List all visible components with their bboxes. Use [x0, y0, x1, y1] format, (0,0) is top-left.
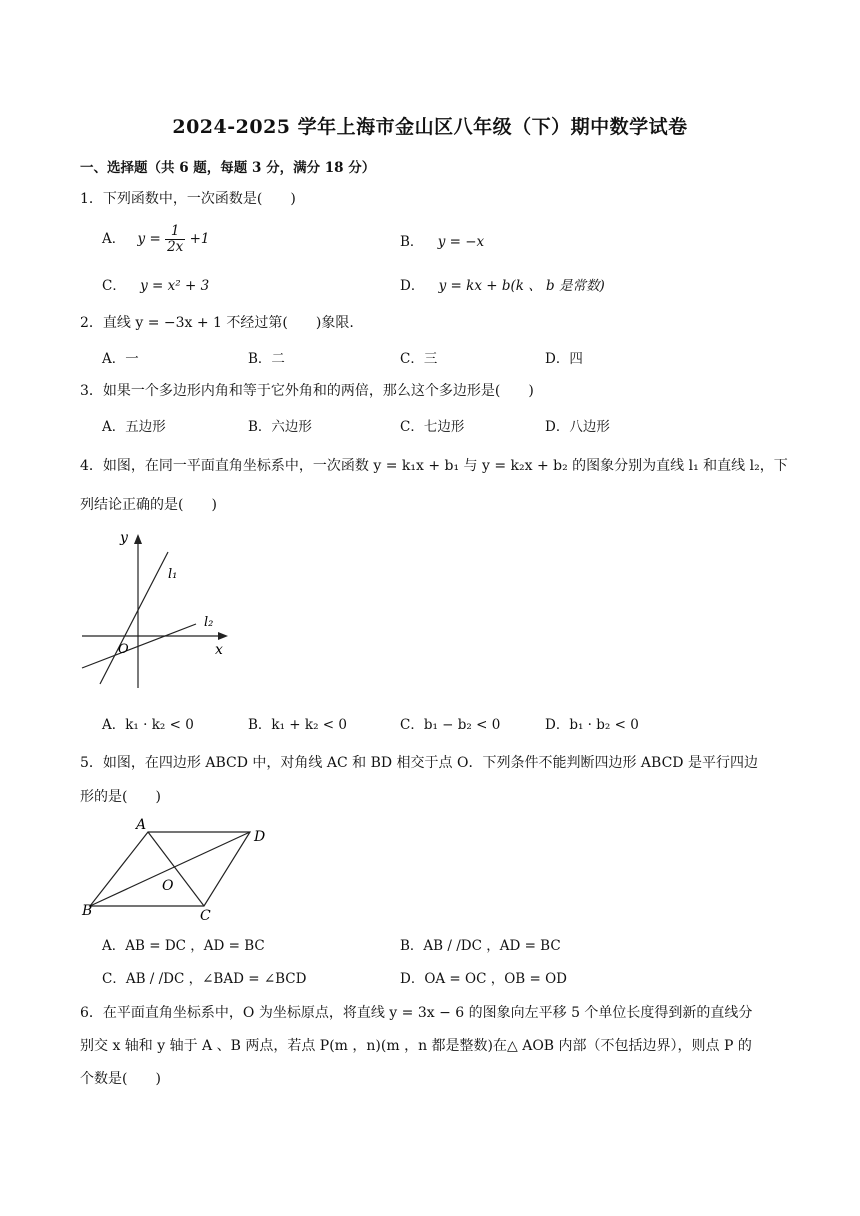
question-6-line-3: 个数是( ) — [80, 1071, 161, 1087]
question-5-figure — [78, 814, 278, 920]
option-label: A． — [102, 231, 126, 247]
question-4-stem-line-1: 4．如图，在同一平面直角坐标系中，一次函数 y = k₁x + b₁ 与 y = k₂x + b₂ 的图象分别为直线 l₁ 和直线 l₂，下 — [80, 458, 788, 474]
vertex-b-label: B — [82, 903, 93, 919]
question-4-option-d: D．b₁ · b₂ < 0 — [545, 717, 639, 733]
line-l2 — [82, 624, 196, 668]
question-3-option-d: D．八边形 — [545, 419, 610, 435]
fraction-denominator: 2x — [167, 239, 184, 255]
question-5-option-d: D．OA = OC ，OB = OD — [400, 971, 567, 987]
option-formula: y = kx + b(k 、 b 是常数) — [438, 278, 605, 294]
option-formula: y = x² + 3 — [140, 278, 210, 294]
formula-suffix: +1 — [189, 231, 210, 247]
question-3-option-b: B．六边形 — [248, 419, 312, 435]
question-1-option-c — [102, 274, 209, 294]
question-6-line-1: 6．在平面直角坐标系中，O 为坐标原点，将直线 y = 3x − 6 的图象向左平移 5 个单位长度得到新的直线分 — [80, 1005, 753, 1021]
y-axis-arrow — [134, 534, 142, 544]
point-o-label: O — [162, 878, 174, 894]
option-label: D． — [400, 278, 425, 294]
section-heading: 一、选择题（共 6 题，每题 3 分，满分 18 分） — [80, 160, 376, 176]
fraction-numerator: 1 — [165, 224, 185, 240]
question-1-option-a — [102, 224, 209, 255]
question-4-option-c: C．b₁ − b₂ < 0 — [400, 717, 501, 733]
l2-label: l₂ — [204, 615, 214, 630]
question-5-stem-line-1: 5．如图，在四边形 ABCD 中，对角线 AC 和 BD 相交于点 O．下列条件不能判断四边形 ABCD 是平行四边 — [80, 755, 758, 771]
x-axis-label: x — [215, 642, 223, 658]
vertex-c-label: C — [200, 908, 211, 920]
option-formula: y = −x — [437, 234, 485, 250]
option-label: B． — [400, 234, 424, 250]
question-2-option-a: A．一 — [102, 351, 139, 367]
question-5-option-b: B．AB / /DC ，AD = BC — [400, 938, 561, 954]
fraction — [165, 224, 185, 255]
question-3-option-c: C．七边形 — [400, 419, 465, 435]
question-4-option-b: B．k₁ + k₂ < 0 — [248, 717, 347, 733]
question-2-option-b: B．二 — [248, 351, 285, 367]
origin-label: O — [118, 642, 129, 657]
diagonal-ac — [148, 832, 204, 906]
question-2-option-c: C．三 — [400, 351, 438, 367]
question-6-line-2: 别交 x 轴和 y 轴于 A 、B 两点，若点 P(m ，n)(m ，n 都是整数)在△ AOB 内部（不包括边界），则点 P 的 — [80, 1038, 752, 1054]
question-4-figure — [78, 528, 238, 693]
question-1-option-b — [400, 230, 484, 250]
question-5-stem-line-2: 形的是( ) — [80, 789, 161, 805]
option-label: C． — [102, 278, 126, 294]
question-1-stem: 1．下列函数中，一次函数是( ) — [80, 191, 296, 207]
question-2-option-d: D．四 — [545, 351, 583, 367]
x-axis-arrow — [218, 632, 228, 640]
question-5-option-c: C．AB / /DC ，∠BAD = ∠BCD — [102, 971, 307, 987]
question-3-option-a: A．五边形 — [102, 419, 166, 435]
diagonal-bd — [90, 832, 250, 906]
vertex-a-label: A — [136, 817, 147, 833]
vertex-d-label: D — [254, 829, 266, 845]
question-5-option-a: A．AB = DC ，AD = BC — [102, 938, 265, 954]
formula-prefix: y = — [137, 231, 161, 247]
question-3-stem: 3．如果一个多边形内角和等于它外角和的两倍，那么这个多边形是( ) — [80, 383, 534, 399]
page-title: 2024-2025 学年上海市金山区八年级（下）期中数学试卷 — [172, 116, 688, 138]
y-axis-label: y — [120, 530, 128, 546]
l1-label: l₁ — [168, 567, 178, 582]
question-4-option-a: A．k₁ · k₂ < 0 — [102, 717, 194, 733]
question-4-stem-line-2: 列结论正确的是( ) — [80, 497, 217, 513]
question-2-stem: 2．直线 y = −3x + 1 不经过第( )象限. — [80, 315, 354, 331]
line-l1 — [100, 552, 168, 684]
question-1-option-d — [400, 274, 605, 294]
